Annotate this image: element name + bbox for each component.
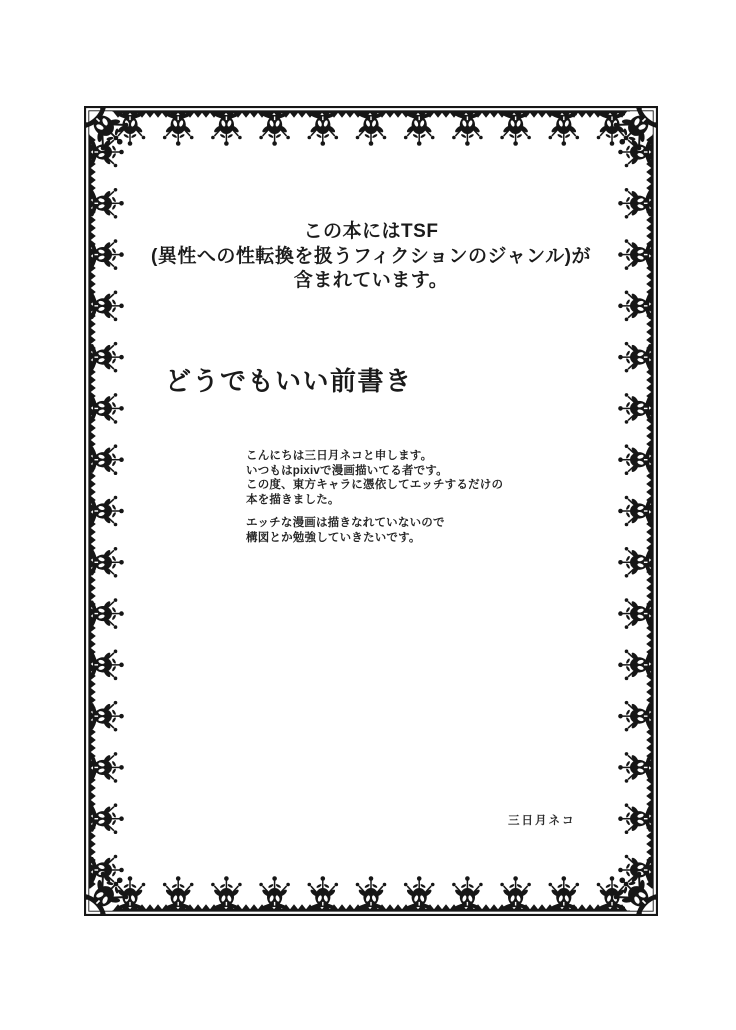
preface-line: こんにちは三日月ネコと申します。 xyxy=(246,450,433,462)
preface-paragraph xyxy=(246,449,503,507)
border-edge-top xyxy=(112,111,630,146)
preface-line: 本を描きました。 xyxy=(246,493,340,506)
preface-heading: どうでもいい前書き xyxy=(165,367,413,396)
content-warning-line: (異性への性転換を扱うフィクションのジャンル)が xyxy=(151,245,591,267)
author-signature: 三日月ネコ xyxy=(508,815,576,827)
preface-body xyxy=(246,449,503,546)
content-warning xyxy=(84,220,658,294)
preface-line: いつもはpixivで漫画描いてる者です。 xyxy=(246,464,448,477)
preface-line: 構図とか勉強していきたいです。 xyxy=(246,531,421,544)
preface-line: この度、東方キャラに憑依してエッチするだけの xyxy=(246,479,504,492)
preface-paragraph xyxy=(246,516,503,545)
border-edge-bottom xyxy=(112,876,630,911)
preface-line: エッチな漫画は描きなれていないので xyxy=(246,517,445,530)
content-warning-line: 含まれています。 xyxy=(293,270,449,291)
content-warning-line: この本にはTSF xyxy=(303,221,439,242)
